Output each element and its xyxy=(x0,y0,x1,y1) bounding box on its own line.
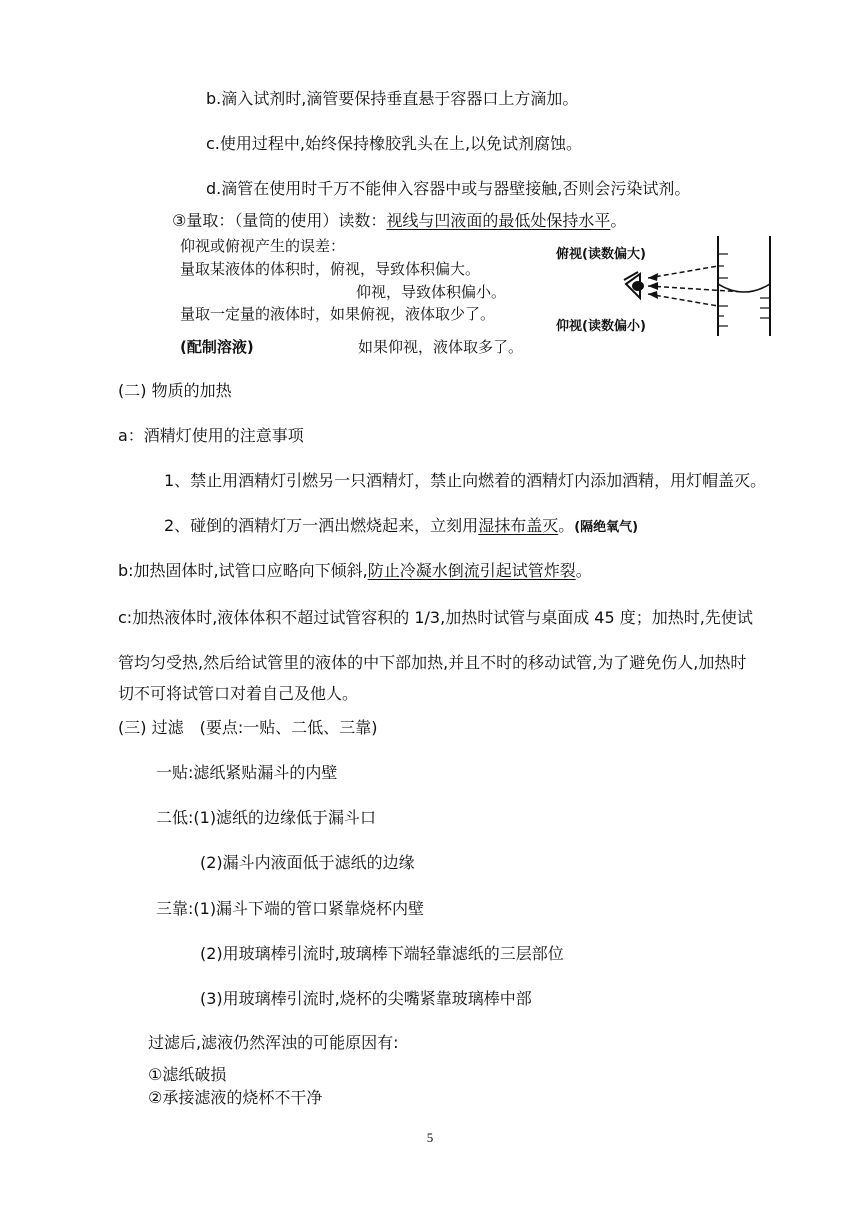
text-line: 如果仰视，液体取多了。 xyxy=(358,338,524,356)
text-line: 量取一定量的液体时，如果俯视，液体取少了。 xyxy=(180,305,496,323)
text-line: 量取某液体的体积时，俯视，导致体积偏大。 xyxy=(180,260,481,278)
list-item: ①滤纸破损 xyxy=(148,1065,227,1084)
scale-ticks xyxy=(718,254,770,326)
page-number: 5 xyxy=(426,1130,434,1145)
text-span: 2、碰倒的酒精灯万一洒出燃烧起来，立刻用 xyxy=(164,516,479,535)
text-line: 三靠:(1)漏斗下端的管口紧靠烧杯内壁 xyxy=(156,899,425,918)
text-line xyxy=(118,560,592,582)
figure-bottom-label: 仰视(读数偏小) xyxy=(556,319,646,334)
text-span: b:加热固体时,试管口应略向下倾斜, xyxy=(118,561,368,580)
text-line: a：酒精灯使用的注意事项 xyxy=(118,426,304,445)
arrowheads xyxy=(648,273,658,299)
text-line: (2)用玻璃棒引流时,玻璃棒下端轻靠滤纸的三层部位 xyxy=(200,944,564,963)
text-line: 仰视，导致体积偏小。 xyxy=(356,283,507,301)
text-line: (2)漏斗内液面低于滤纸的边缘 xyxy=(200,853,415,872)
text-line xyxy=(164,515,638,539)
text-line: b.滴入试剂时,滴管要保持垂直悬于容器口上方滴加。 xyxy=(206,89,579,108)
section-heading: (三) 过滤 (要点:一贴、二低、三靠) xyxy=(118,718,378,737)
text-line: 过滤后,滤液仍然浑浊的可能原因有: xyxy=(148,1033,399,1052)
text-line: 仰视或俯视产生的误差： xyxy=(180,237,346,255)
text-line: 一贴:滤纸紧贴漏斗的内壁 xyxy=(156,763,338,782)
text-line: d.滴管在使用时千万不能伸入容器中或与器壁接触,否则会污染试剂。 xyxy=(206,179,691,198)
text-span: 。 xyxy=(558,516,575,535)
text-line: 切不可将试管口对着自己及他人。 xyxy=(118,684,359,703)
text-line xyxy=(172,210,626,232)
text-line: (配制溶液) xyxy=(180,338,254,356)
cylinder-reading-figure xyxy=(548,236,778,346)
note-text: (隔绝氧气) xyxy=(574,520,639,535)
text-line: 1、禁止用酒精灯引燃另一只酒精灯，禁止向燃着的酒精灯内添加酒精，用灯帽盖灭。 xyxy=(164,471,767,490)
meniscus xyxy=(718,284,770,292)
text-line: 管均匀受热,然后给试管里的液体的中下部加热,并且不时的移动试管,为了避免伤人,加热时 xyxy=(118,653,747,672)
text-line: (3)用玻璃棒引流时,烧杯的尖嘴紧靠玻璃棒中部 xyxy=(200,989,532,1008)
underlined-text: 湿抹布盖灭 xyxy=(478,516,559,535)
sight-lines xyxy=(648,266,744,306)
section-heading: (二) 物质的加热 xyxy=(118,381,232,400)
eye-icon xyxy=(624,272,644,298)
text-span: 。 xyxy=(610,211,627,230)
text-span: ③量取：（量筒的使用）读数： xyxy=(172,211,387,230)
text-line: c:加热液体时,液体体积不超过试管容积的 1/3,加热时试管与桌面成 45 度；加热时,先使试 xyxy=(118,608,753,627)
figure-top-label: 俯视(读数偏大) xyxy=(556,247,646,262)
underlined-text: 防止冷凝水倒流引起试管炸裂 xyxy=(367,561,576,580)
text-line: 二低:(1)滤纸的边缘低于漏斗口 xyxy=(156,808,377,827)
text-span: 。 xyxy=(575,561,592,580)
underlined-text: 视线与凹液面的最低处保持水平 xyxy=(386,211,611,230)
text-line: c.使用过程中,始终保持橡胶乳头在上,以免试剂腐蚀。 xyxy=(206,134,583,153)
list-item: ②承接滤液的烧杯不干净 xyxy=(148,1088,323,1107)
